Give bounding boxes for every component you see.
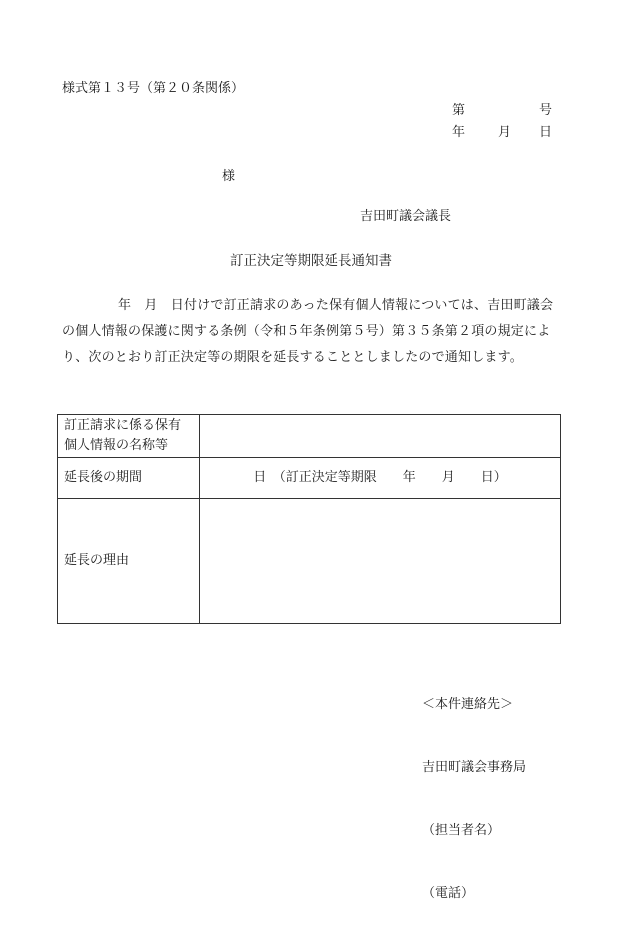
body-paragraph: 年 月 日付けで訂正請求のあった保有個人情報については、吉田町議会の個人情報の保護に関する条例（令和５年条例第５号）第３５条第２項の規定により、次のとおり訂正決定等の期限を延長することとしましたので通知します。 bbox=[62, 298, 554, 365]
contact-block bbox=[422, 652, 526, 925]
document-date bbox=[452, 126, 552, 140]
document-number-prefix: 第 bbox=[452, 103, 466, 118]
table-label-cell: 延長の理由 bbox=[58, 499, 200, 624]
date-year: 年 bbox=[452, 125, 466, 140]
info-table bbox=[57, 414, 561, 624]
contact-phone: （電話） bbox=[422, 886, 475, 901]
table-value-cell: 日 （訂正決定等期限 年 月 日） bbox=[200, 458, 561, 499]
form-number: 様式第１３号（第２０条関係） bbox=[62, 81, 245, 96]
table-label-cell: 訂正請求に係る保有個人情報の名称等 bbox=[58, 415, 200, 458]
addressee: 様 bbox=[222, 169, 236, 184]
contact-person: （担当者名） bbox=[422, 823, 501, 838]
table-label-cell: 延長後の期間 bbox=[58, 458, 200, 499]
date-day: 日 bbox=[538, 125, 552, 140]
document-title: 訂正決定等期限延長通知書 bbox=[230, 253, 392, 269]
table-row bbox=[58, 499, 561, 624]
table-row bbox=[58, 458, 561, 499]
document-number bbox=[452, 104, 552, 118]
contact-office: 吉田町議会事務局 bbox=[422, 760, 527, 775]
table-value-cell bbox=[200, 499, 561, 624]
contact-heading: ＜本件連絡先＞ bbox=[422, 697, 514, 712]
document-number-suffix: 号 bbox=[538, 103, 552, 118]
table-row bbox=[58, 415, 561, 458]
table-value-cell bbox=[200, 415, 561, 458]
date-month: 月 bbox=[498, 125, 512, 140]
sender: 吉田町議会議長 bbox=[360, 209, 452, 224]
